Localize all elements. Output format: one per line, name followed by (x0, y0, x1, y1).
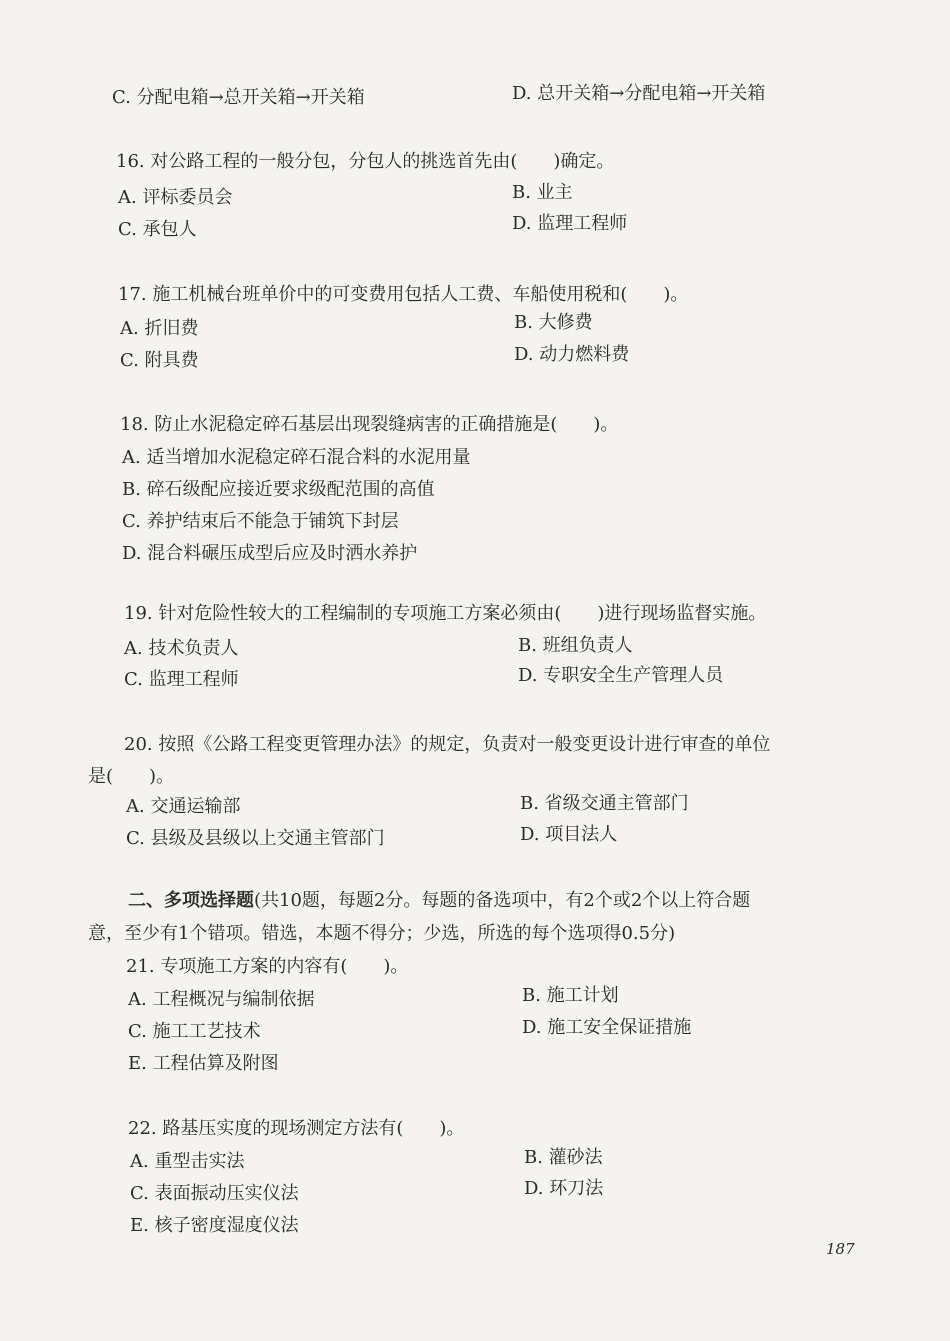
question-19-stem: 19. 针对危险性较大的工程编制的专项施工方案必须由( )进行现场监督实施。 (124, 603, 767, 624)
q16-option-a: A. 评标委员会 (118, 187, 233, 208)
q20-option-c: C. 县级及县级以上交通主管部门 (126, 828, 385, 849)
q22-option-d: D. 环刀法 (524, 1178, 604, 1199)
q20-option-a: A. 交通运输部 (126, 796, 241, 817)
q20-option-b: B. 省级交通主管部门 (520, 793, 689, 814)
question-17-stem: 17. 施工机械台班单价中的可变费用包括人工费、车船使用税和( )。 (118, 284, 689, 305)
option-d-top: D. 总开关箱→分配电箱→开关箱 (512, 83, 766, 104)
q21-option-a: A. 工程概况与编制依据 (128, 989, 315, 1010)
section-2-header (128, 889, 750, 913)
q16-option-c: C. 承包人 (118, 219, 197, 240)
question-20-stem-line1: 20. 按照《公路工程变更管理办法》的规定，负责对一般变更设计进行审查的单位 (124, 734, 771, 755)
section-2-desc-line2: 意，至少有1个错项。错选，本题不得分；少选，所选的每个选项得0.5分) (88, 923, 676, 944)
q18-option-b: B. 碎石级配应接近要求级配范围的高值 (122, 479, 435, 500)
q21-option-e: E. 工程估算及附图 (128, 1053, 279, 1074)
question-18-stem: 18. 防止水泥稳定碎石基层出现裂缝病害的正确措施是( )。 (120, 414, 619, 435)
page-number: 187 (826, 1240, 855, 1258)
question-20-stem-line2: 是( )。 (88, 766, 175, 787)
q17-option-a: A. 折旧费 (120, 318, 199, 339)
q18-option-d: D. 混合料碾压成型后应及时洒水养护 (122, 543, 418, 564)
q18-option-a: A. 适当增加水泥稳定碎石混合料的水泥用量 (122, 447, 471, 468)
q21-option-d: D. 施工安全保证措施 (522, 1017, 692, 1038)
q19-option-d: D. 专职安全生产管理人员 (518, 665, 724, 686)
question-21-stem: 21. 专项施工方案的内容有( )。 (126, 956, 409, 977)
option-c-top: C. 分配电箱→总开关箱→开关箱 (112, 87, 365, 108)
section-2-title: 二、多项选择题 (128, 890, 254, 911)
q21-option-c: C. 施工工艺技术 (128, 1021, 261, 1042)
q22-option-b: B. 灌砂法 (524, 1147, 603, 1168)
q19-option-a: A. 技术负责人 (124, 638, 239, 659)
q17-option-c: C. 附具费 (120, 350, 199, 371)
q17-option-d: D. 动力燃料费 (514, 344, 630, 365)
q22-option-c: C. 表面振动压实仪法 (130, 1183, 299, 1204)
question-22-stem: 22. 路基压实度的现场测定方法有( )。 (128, 1118, 465, 1139)
q22-option-e: E. 核子密度湿度仪法 (130, 1215, 299, 1236)
section-2-desc-line1: (共10题，每题2分。每题的备选项中，有2个或2个以上符合题 (254, 890, 751, 911)
q18-option-c: C. 养护结束后不能急于铺筑下封层 (122, 511, 399, 532)
q19-option-b: B. 班组负责人 (518, 635, 633, 656)
q19-option-c: C. 监理工程师 (124, 669, 239, 690)
question-16-stem: 16. 对公路工程的一般分包，分包人的挑选首先由( )确定。 (116, 151, 615, 172)
q21-option-b: B. 施工计划 (522, 985, 619, 1006)
q20-option-d: D. 项目法人 (520, 824, 618, 845)
q17-option-b: B. 大修费 (514, 312, 593, 333)
q16-option-b: B. 业主 (512, 182, 573, 203)
q22-option-a: A. 重型击实法 (130, 1151, 245, 1172)
q16-option-d: D. 监理工程师 (512, 213, 628, 234)
